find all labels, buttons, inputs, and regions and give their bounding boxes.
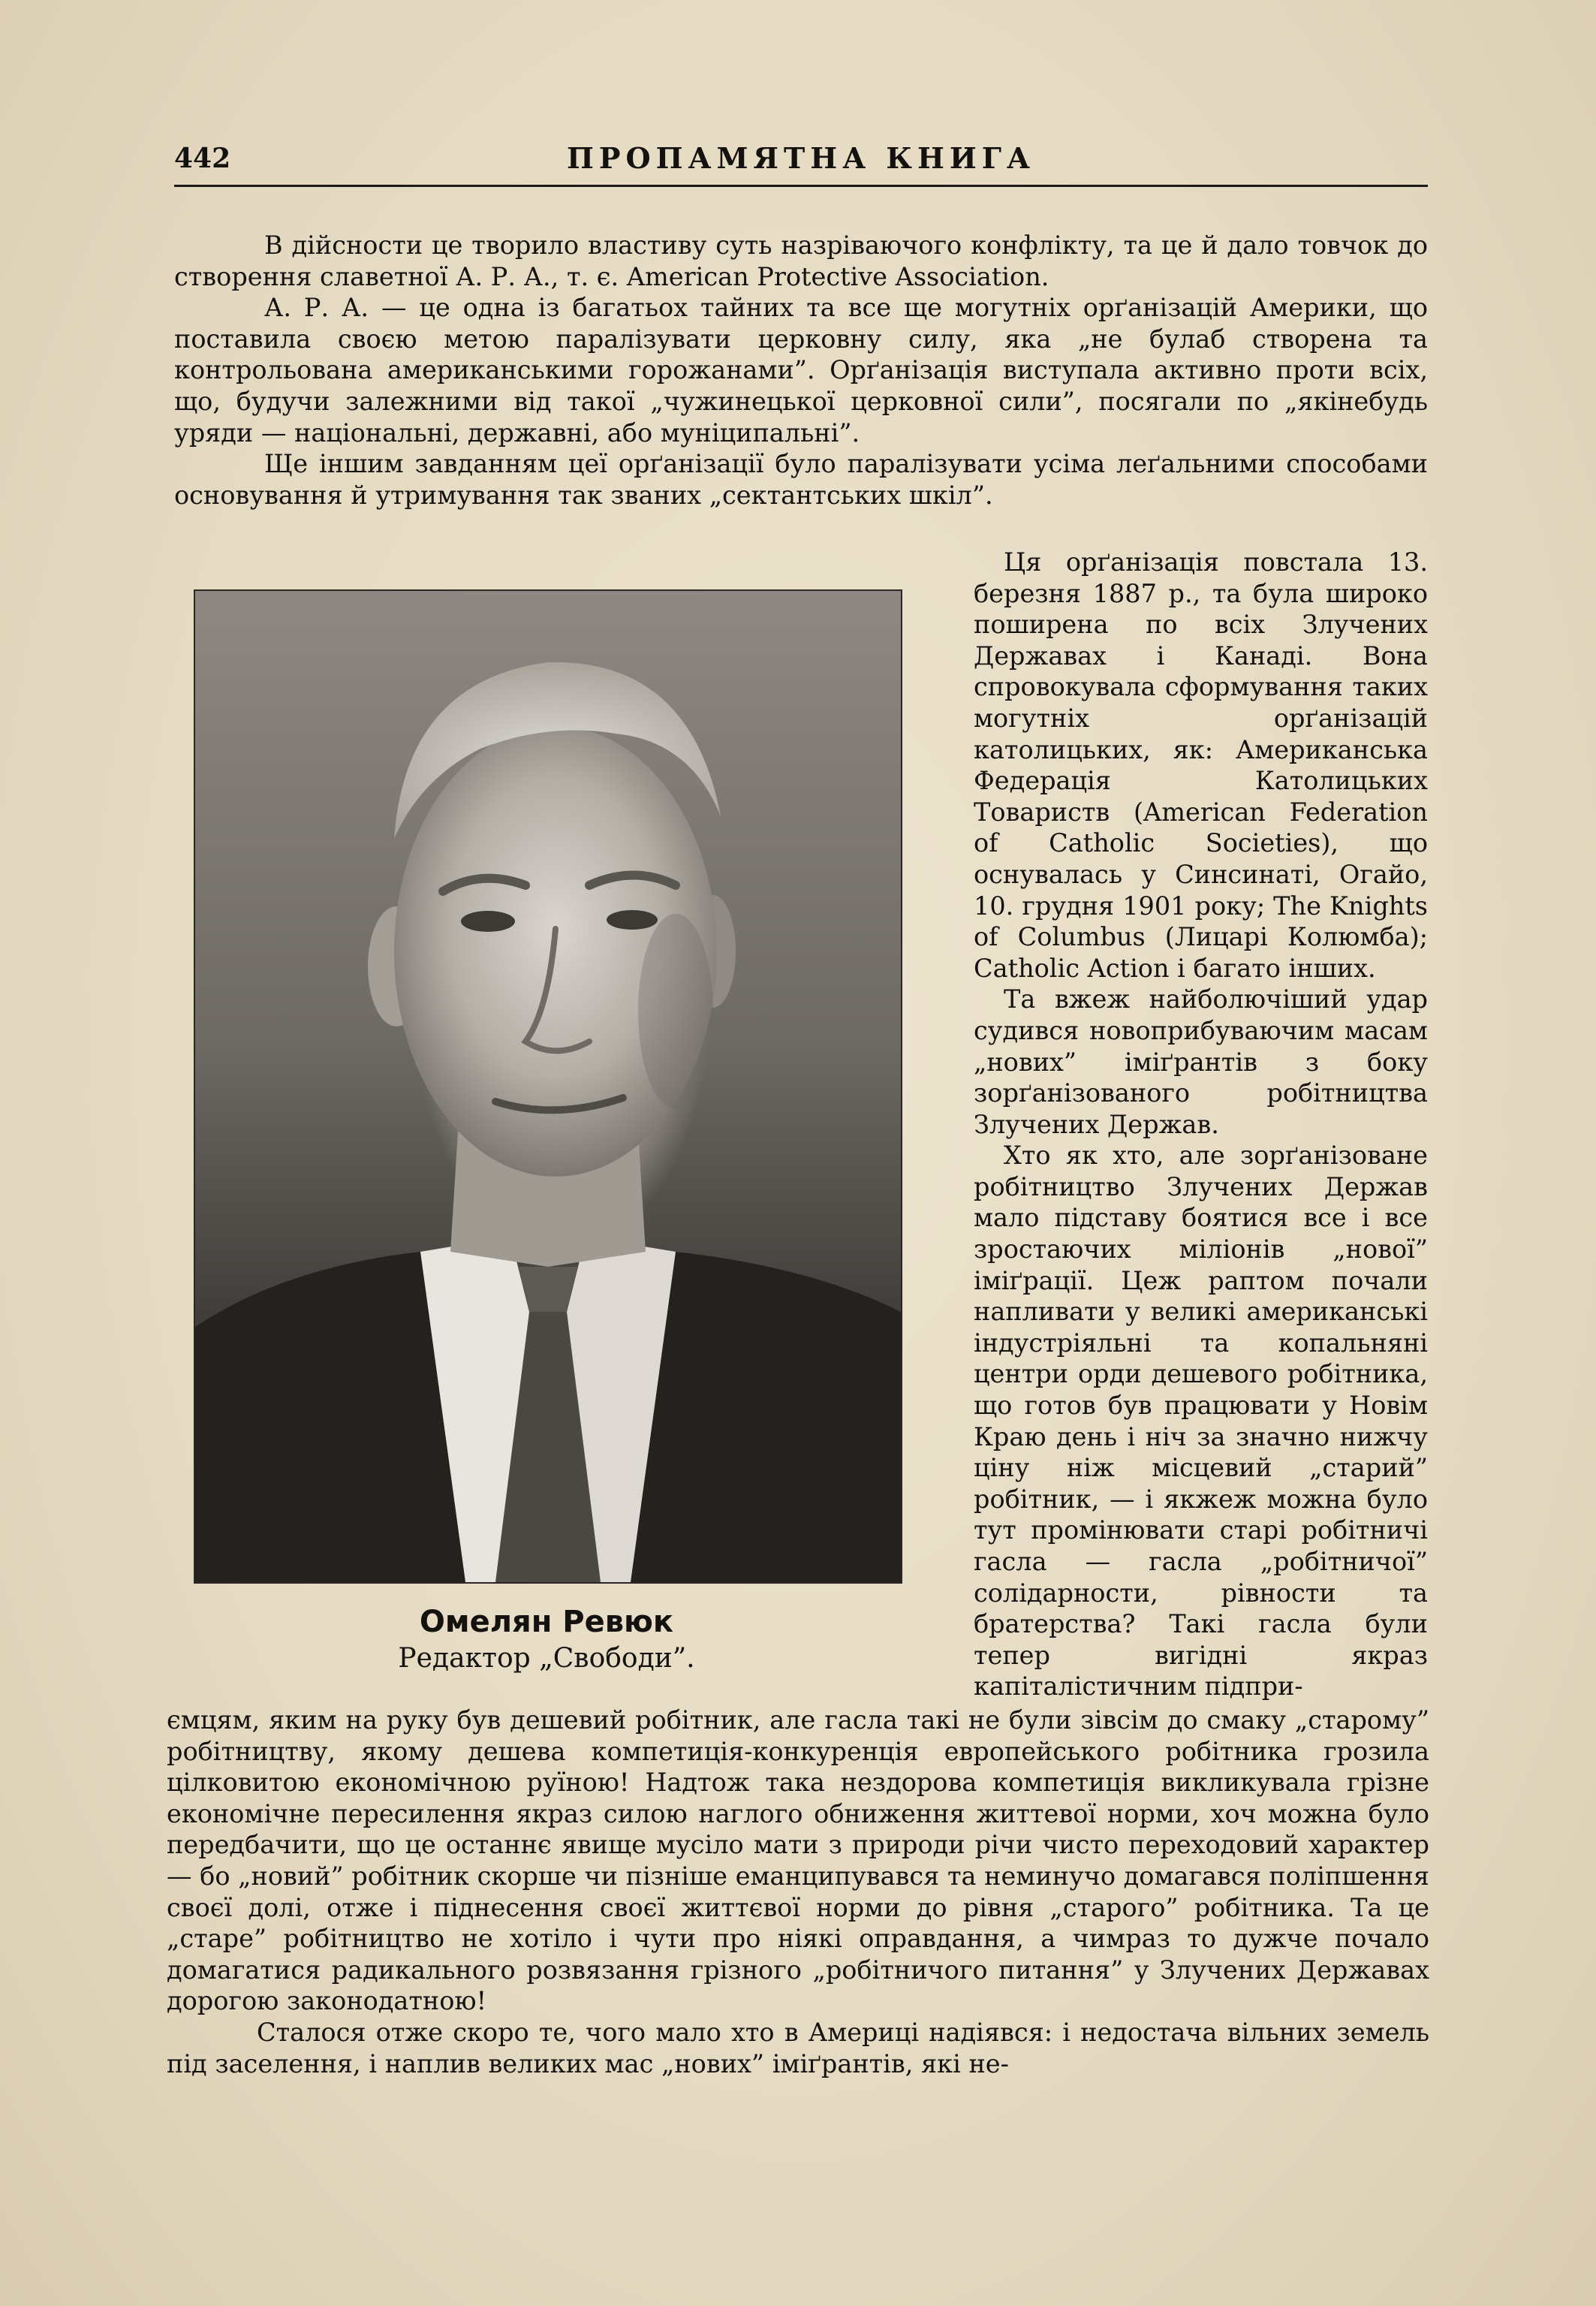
bottom-text-block xyxy=(167,1705,1429,2079)
top-text-block xyxy=(174,230,1428,511)
photo-caption-name: Омелян Ревюк xyxy=(419,1605,674,1639)
paragraph: Сталося отже скоро те, чого мало хто в Америці надіявся: і недостача вільних земель під заселення, і наплив великих мас „нових” іміґрантів, які не- xyxy=(167,2017,1429,2078)
paragraph: Хто як хто, але зорґанізоване робітництво Злучених Держав мало підставу боятися все і все зростаючих міліонів „нової” іміґрації. Цеж раптом почали напливати у великі американські індустріяльні та копальняні центри орди дешевого робітника, що готов був працювати у Новім Краю день і ніч за значно нижчу ціну ніж місцевий „старий” робітник, — і якжеж можна було тут промінювати старі робітничі гасла — гасла „робітничої” солідарности, рівности та братерства? Такі гасла були тепер вигідні якраз капіталістичним підпри- xyxy=(974,1141,1428,1702)
paragraph: Ще іншим завданням цеї орґанізації було паралізувати усіма леґальними способами основування й утримування так званих „сектантських шкіл”. xyxy=(174,449,1428,510)
page-number: 442 xyxy=(174,143,231,174)
paragraph: А. Р. А. — це одна із багатьох тайних та все ще могутніх орґанізацій Америки, що поставила своєю метою паралізувати церковну силу, яка „не булаб створена та контрольована американськими горожанами”. Орґанізація виступала активно проти всіх, що, будучи залежними від такої „чужинецької церковної сили”, посягали по „якінебудь уряди — національні, державні, або муніципальні”. xyxy=(174,293,1428,448)
paragraph: Та вжеж найболючіший удар судився новоприбуваючим масам „нових” іміґрантів з боку зорґанізованого робітництва Злучених Держав. xyxy=(974,984,1428,1139)
running-head: ПРОПАМЯТНА КНИГА xyxy=(567,141,1035,175)
paragraph: В дійсности це творило властиву суть назріваючого конфлікту, та це й дало товчок до створення славетної А. Р. А., т. є. American Protective Association. xyxy=(174,231,1428,291)
right-column-text xyxy=(974,547,1428,1702)
portrait-illustration xyxy=(195,591,901,1582)
portrait-photo xyxy=(194,589,902,1584)
paragraph: ємцям, яким на руку був дешевий робітник, але гасла такі не були зівсім до смаку „старому” робітництву, якому дешева компетиція-конкуренція европейського робітника грозила цілковитою економічною руїною! Надтож така нездорова компетиція викликувала грізне економічне пересилення якраз силою наглого обниження життевої норми, хоч можна було передбачити, що це останнє явище мусіло мати з природи річи чисто переходовий характер — бо „новий” робітник скорше чи пізніше еманципувався та неминучо домагався поліпшення своєї долі, отже і піднесення своєї життєвої норми до рівня „старого” робітника. Та це „старе” робітництво не хотіло і чути про ніякі оправдання, а чимраз то дужче почало домагатися радикального розвязання грізного „робітничого питання” у Злучених Державах дорогою законодатною! xyxy=(167,1705,1429,2016)
page-header xyxy=(174,140,1428,187)
paragraph: Ця орґанізація повстала 13. березня 1887 р., та була широко поширена по всіх Злучених Державах і Канаді. Вона спровокувала сформування таких могутніх орґанізацій католицьких, як: Американська Федерація Католицьких Товариств (American Federation of Catholic Societies), що оснувалась у Синсинаті, Огайо, 10. грудня 1901 року; The Knights of Columbus (Лицарі Колюмба); Catholic Action і багато інших. xyxy=(974,547,1428,983)
photo-caption-role: Редактор „Свободи”. xyxy=(398,1643,695,1674)
